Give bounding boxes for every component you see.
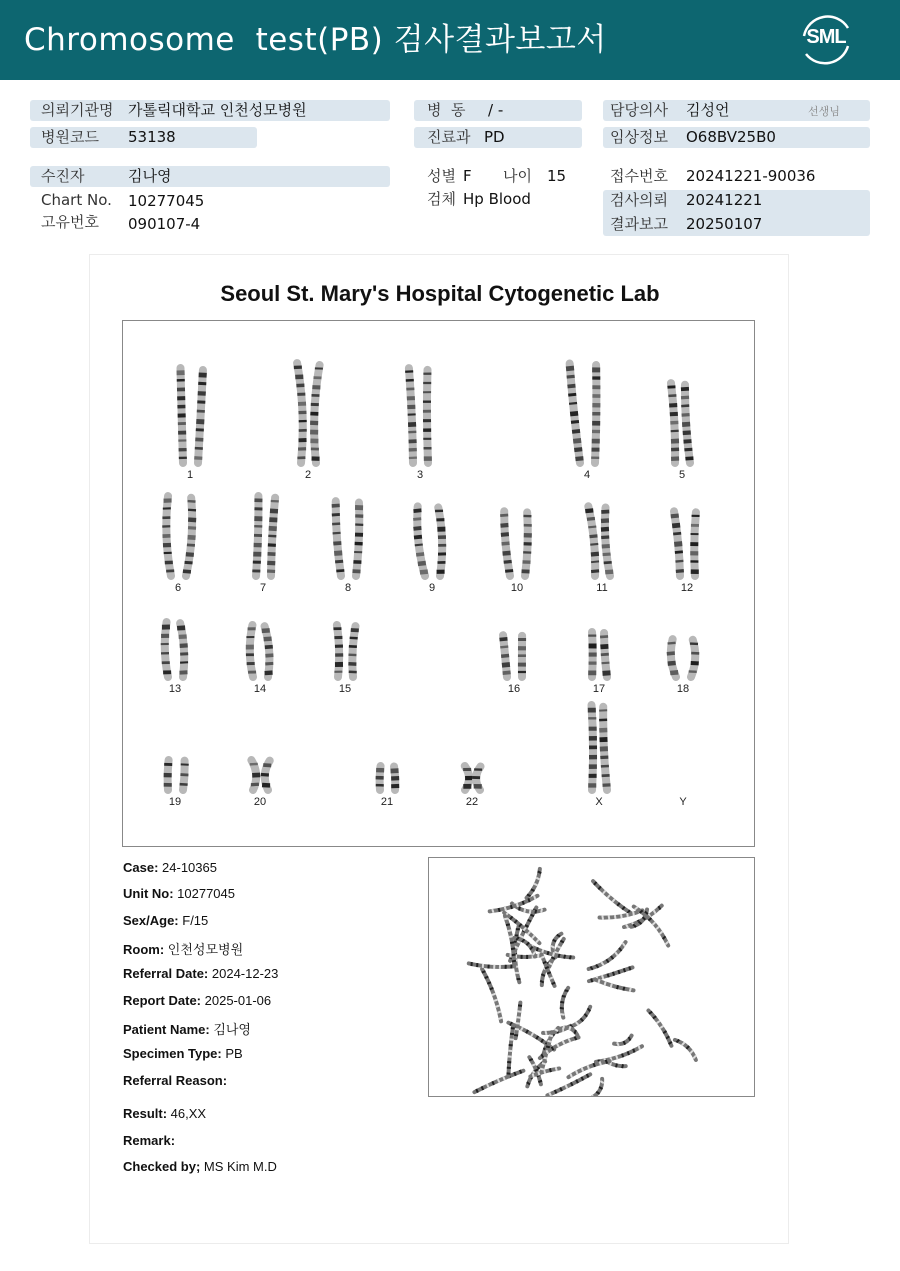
report-field-label: Case: (123, 860, 159, 875)
chromosome-label: 14 (253, 683, 267, 695)
hospital-code-value: 53138 (128, 128, 176, 146)
chromosome-label: X (595, 796, 603, 808)
patient-value: 김나영 (128, 167, 172, 185)
page-title: Chromosome test(PB) 검사결과보고서 (24, 22, 607, 58)
chromosome-label: 4 (583, 469, 591, 481)
karyogram-panel (122, 320, 755, 847)
chromosome-label: 8 (344, 582, 352, 594)
dept-value: PD (484, 128, 505, 146)
chromosome-label: 18 (676, 683, 690, 695)
chromosome-label: 7 (259, 582, 267, 594)
report-field (123, 913, 208, 928)
doctor-label: 담당의사 (610, 101, 668, 119)
unique-no-label: 고유번호 (41, 213, 99, 231)
logo-text: SML (806, 26, 846, 48)
report-field (123, 1106, 206, 1121)
ward-value: / - (488, 101, 504, 119)
result-date-label: 결과보고 (610, 215, 668, 233)
report-field-value: 24-10365 (158, 860, 217, 875)
report-field-value: 46,XX (167, 1106, 207, 1121)
institution-value: 가톨릭대학교 인천성모병원 (128, 101, 307, 119)
doctor-value: 김성언 (686, 101, 730, 119)
report-field (123, 1046, 243, 1061)
chromosome-label: 19 (168, 796, 182, 808)
header-banner (0, 0, 900, 80)
receipt-value: 20241221-90036 (686, 167, 816, 185)
chromosome-label: 20 (253, 796, 267, 808)
report-field-label: Sex/Age: (123, 913, 179, 928)
report-field-value: F/15 (178, 913, 209, 928)
ward-label: 병 동 (427, 101, 466, 119)
report-field (123, 886, 235, 901)
report-field-value: MS Kim M.D (200, 1159, 277, 1174)
report-field (123, 1159, 277, 1174)
chart-no-label: Chart No. (41, 191, 112, 209)
sml-logo (796, 12, 856, 68)
doctor-suffix: 선생님 (808, 105, 840, 118)
report-field-value: 인천성모병원 (164, 942, 244, 957)
chromosome-label: 9 (428, 582, 436, 594)
metaphase-panel (428, 857, 755, 1097)
chromosome-label: 15 (338, 683, 352, 695)
clinical-label: 임상정보 (610, 128, 668, 146)
chromosome-label: 6 (174, 582, 182, 594)
sex-label: 성별 (427, 167, 456, 185)
chromosome-label: 21 (380, 796, 394, 808)
specimen-value: Hp Blood (463, 190, 531, 208)
chromosome-label: 22 (465, 796, 479, 808)
report-field-label: Remark: (123, 1133, 176, 1148)
report-field-value: 2025-01-06 (201, 993, 272, 1008)
chart-no-value: 10277045 (128, 192, 205, 210)
report-field-value: 10277045 (173, 886, 235, 901)
lab-title: Seoul St. Mary's Hospital Cytogenetic Lab (220, 281, 660, 306)
report-field (123, 993, 271, 1008)
chromosome-label: 10 (510, 582, 524, 594)
institution-label: 의뢰기관명 (41, 101, 114, 119)
specimen-label: 검체 (427, 190, 456, 208)
report-field (123, 1073, 227, 1088)
report-field (123, 939, 243, 958)
patient-label: 수진자 (41, 167, 85, 185)
report-field (123, 1019, 251, 1038)
report-field-label: Result: (123, 1106, 168, 1121)
report-field-value: 김나영 (209, 1022, 251, 1037)
chromosome-label: 1 (186, 469, 194, 481)
chromosome-label: 12 (680, 582, 694, 594)
chromosome-label: 11 (596, 582, 608, 594)
report-field-label: Referral Reason: (123, 1073, 228, 1088)
report-field (123, 860, 217, 875)
report-field (123, 966, 278, 981)
report-field-label: Specimen Type: (123, 1046, 222, 1061)
report-field-label: Room: (123, 942, 165, 957)
age-value: 15 (547, 167, 567, 185)
hospital-code-label: 병원코드 (41, 128, 99, 146)
chromosome-label: 13 (168, 683, 182, 695)
result-date-value: 20250107 (686, 215, 763, 233)
receipt-label: 접수번호 (610, 167, 668, 185)
report-field-value: 2024-12-23 (208, 966, 279, 981)
unique-no-value: 090107-4 (128, 215, 201, 233)
report-field-value: PB (221, 1046, 243, 1061)
metaphase-image (429, 858, 754, 1096)
clinical-value: O68BV25B0 (686, 128, 776, 146)
chromosome-label: 2 (304, 469, 312, 481)
request-label: 검사의뢰 (610, 191, 668, 209)
report-field-label: Unit No: (123, 886, 174, 901)
report-field-label: Patient Name: (123, 1022, 210, 1037)
chromosome-label: Y (679, 796, 687, 808)
report-field-label: Referral Date: (123, 966, 209, 981)
chromosome-label: 3 (416, 469, 424, 481)
sex-value: F (463, 167, 472, 185)
dept-label: 진료과 (427, 128, 471, 146)
chromosome-label: 5 (678, 469, 686, 481)
report-field-label: Report Date: (123, 993, 202, 1008)
chromosome-label: 16 (507, 683, 521, 695)
request-value: 20241221 (686, 191, 763, 209)
chromosome-label: 17 (592, 683, 606, 695)
report-field-label: Checked by; (123, 1159, 201, 1174)
age-label: 나이 (503, 167, 532, 185)
report-field (123, 1133, 175, 1148)
